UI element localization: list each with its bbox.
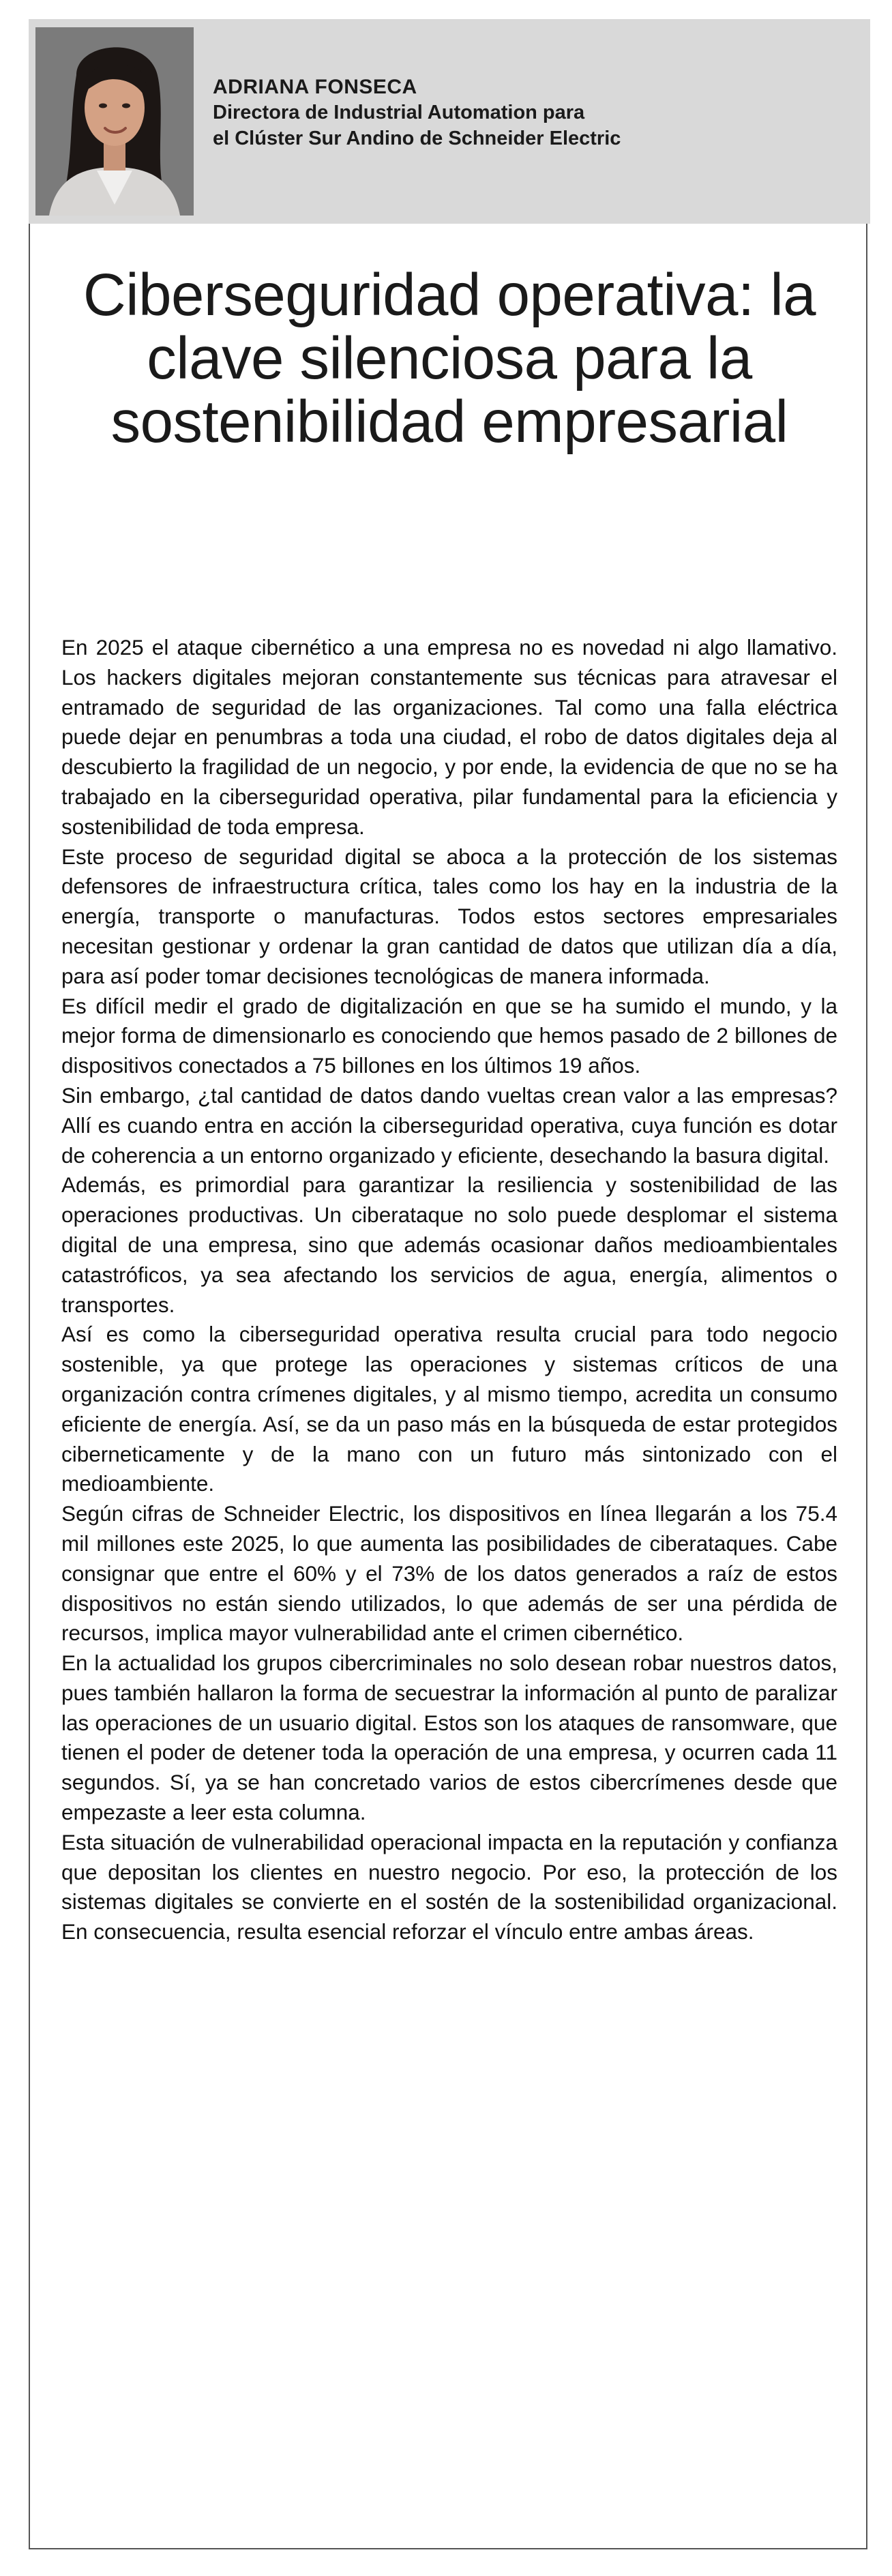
article-box [29, 224, 867, 2549]
article-paragraph: Esta situación de vulnerabilidad operacional impacta en la reputación y confianza que depositan los clientes en nuestro negocio. Por eso, la protección de los sistemas digitales se convierte en el sostén de la sostenibilidad organizacional. En consecuencia, resulta esencial reforzar el vínculo entre ambas áreas. [61, 1829, 837, 1944]
author-byline [213, 75, 827, 151]
article-paragraph: Además, es primordial para garantizar la resiliencia y sostenibilidad de las operaciones productivas. Un ciberataque no solo puede desplomar el sistema digital de una empresa, sino que además ocasionar daños medioambientales catastróficos, ya sea afectando los servicios de agua, energía, alimentos o transportes. [61, 1172, 837, 1317]
article-paragraph: En 2025 el ataque cibernético a una empresa no es novedad ni algo llamativo. Los hackers digitales mejoran constantemente sus técnicas para atravesar el entramado de seguridad de las organizaciones. Tal como una falla eléctrica puede dejar en penumbras a toda una ciudad, el robo de datos digitales deja al descubierto la fragilidad de un negocio, y por ende, la evidencia de que no se ha trabajado en la ciberseguridad operativa, pilar fundamental para la eficiencia y sostenibilidad de toda empresa. [61, 635, 837, 839]
author-portrait-image [35, 27, 194, 216]
author-role-line-1: Directora de Industrial Automation para [213, 102, 585, 123]
article-title: Ciberseguridad operativa: la clave silenciosa para la sostenibilidad empresarial [83, 262, 816, 455]
article-paragraph: Según cifras de Schneider Electric, los dispositivos en línea llegarán a los 75.4 mil millones este 2025, lo que aumenta las posibilidades de ciberataques. Cabe consignar que entre el 60% y el 73% de los datos generados a raíz de estos dispositivos no están siendo utilizados, lo que además de ser una pérdida de recursos, implica mayor vulnerabilidad ante el crimen cibernético. [61, 1501, 837, 1646]
article-paragraph: Sin embargo, ¿tal cantidad de datos dando vueltas crean valor a las empresas? Allí es cuando entra en acción la ciberseguridad operativa, cuya función es dotar de coherencia a un entorno organizado y eficiente, desechando la basura digital. [61, 1082, 837, 1168]
author-name: ADRIANA FONSECA [213, 76, 417, 98]
article-paragraph: Así es como la ciberseguridad operativa resulta crucial para todo negocio sostenible, ya que protege las operaciones y sistemas críticos de una organización contra crímenes digitales, y al mismo tiempo, acredita un consumo eficiente de energía. Así, se da un paso más en la búsqueda de estar protegidos ciberneticamente y de la mano con un futuro más sintonizado con el medioambiente. [61, 1322, 837, 1496]
article-paragraph: En la actualidad los grupos cibercriminales no solo desean robar nuestros datos, pues también hallaron la forma de secuestrar la información al punto de paralizar las operaciones de un usuario digital. Estos son los ataques de ransomware, que tienen el poder de detener toda la operación de una empresa, y ocurren cada 11 segundos. Sí, ya se han concretado varios de estos cibercrímenes desde que empezaste a leer esta columna. [61, 1650, 837, 1825]
article-paragraph: Este proceso de seguridad digital se aboca a la protección de los sistemas defensores de infraestructura crítica, tales como los hay en la industria de la energía, transporte o manufacturas. Todos estos sectores empresariales necesitan gestionar y ordenar la gran cantidad de datos que utilizan día a día, para así poder tomar decisiones tecnológicas de manera informada. [61, 844, 837, 988]
article-paragraph: Es difícil medir el grado de digitalización en que se ha sumido el mundo, y la mejor forma de dimensionarlo es conociendo que hemos pasado de 2 billones de dispositivos conectados a 75 billones en los últimos 19 años. [61, 993, 837, 1078]
author-photo [35, 27, 194, 216]
author-role-line-2: el Clúster Sur Andino de Schneider Electric [213, 128, 621, 149]
article-body [61, 633, 837, 1947]
author-header [29, 19, 870, 224]
